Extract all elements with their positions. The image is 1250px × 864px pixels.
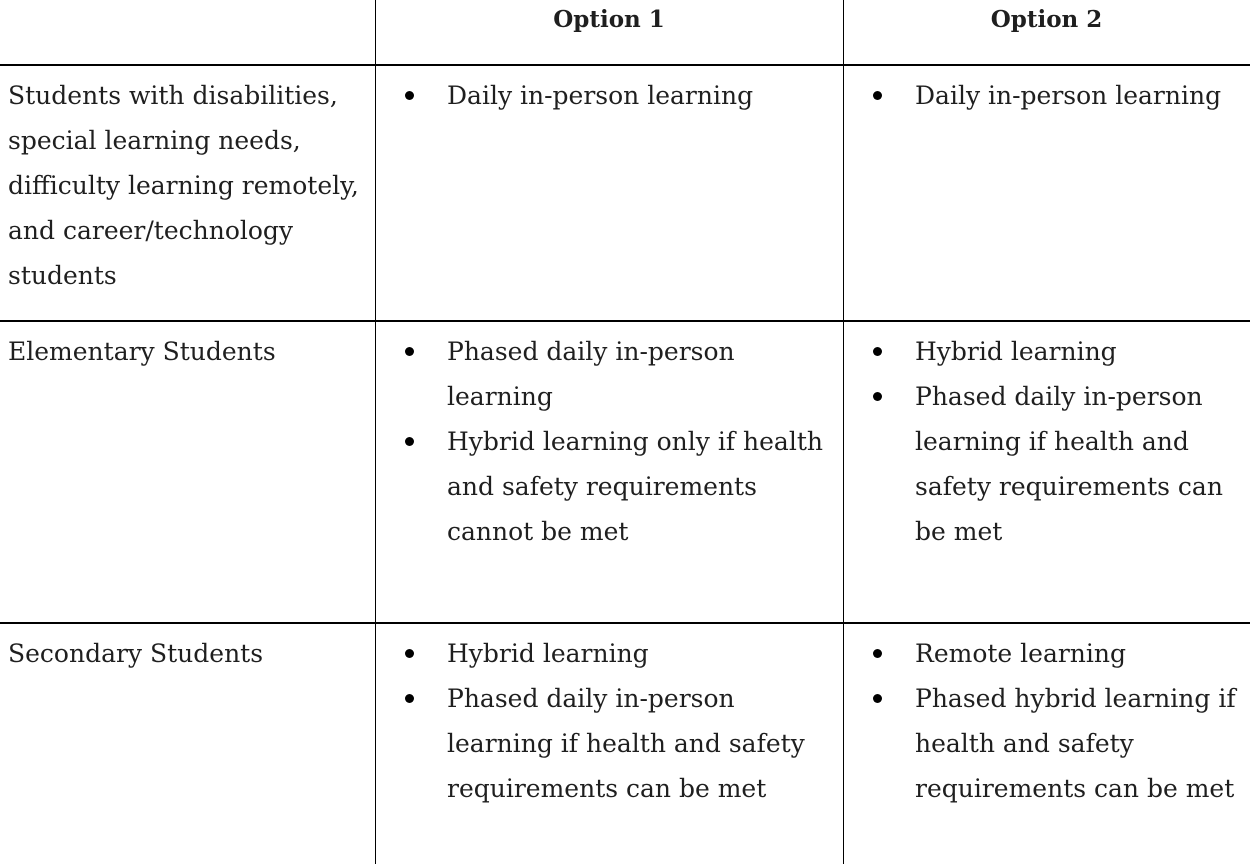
bullet-icon	[873, 91, 882, 100]
header-empty-cell	[0, 0, 375, 40]
list-item: Phased daily in-person learning if health and safety requirements can be met	[843, 374, 1243, 554]
list-item: Remote learning	[843, 631, 1243, 676]
row-2-option-1	[375, 329, 835, 554]
bullet-icon	[405, 437, 414, 446]
bullet-list	[843, 329, 1243, 554]
row-label-secondary: Secondary Students	[8, 639, 264, 668]
bullet-list	[375, 329, 835, 554]
list-item: Phased hybrid learning if health and safety requirements can be met	[843, 676, 1243, 811]
bullet-icon	[405, 347, 414, 356]
bullet-icon	[873, 347, 882, 356]
bullet-icon	[405, 91, 414, 100]
bullet-icon	[405, 649, 414, 658]
header-option-2: Option 2	[990, 6, 1103, 33]
header-option-1: Option 1	[553, 6, 665, 33]
row-label-elementary: Elementary Students	[8, 337, 276, 366]
bullet-icon	[873, 694, 882, 703]
row-2-option-2	[843, 329, 1243, 554]
row-3-option-2	[843, 631, 1243, 811]
list-item: Daily in-person learning	[375, 73, 815, 118]
list-item: Phased daily in-person learning	[375, 329, 835, 419]
bullet-list	[375, 631, 835, 811]
row-divider	[0, 64, 1250, 66]
bullet-icon	[873, 392, 882, 401]
row-3-option-1	[375, 631, 835, 811]
list-item: Hybrid learning	[843, 329, 1243, 374]
row-1-option-1	[375, 73, 815, 118]
row-divider	[0, 320, 1250, 322]
list-item: Hybrid learning	[375, 631, 835, 676]
bullet-icon	[405, 694, 414, 703]
bullet-list	[375, 73, 815, 118]
list-item: Phased daily in-person learning if health and safety requirements can be met	[375, 676, 835, 811]
row-1-option-2	[843, 73, 1243, 118]
row-label-disabilities: Students with disabilities, special learning needs, difficulty learning remotely, and career/technology students	[8, 81, 359, 290]
list-item: Hybrid learning only if health and safety requirements cannot be met	[375, 419, 835, 554]
list-item: Daily in-person learning	[843, 73, 1243, 118]
row-divider	[0, 622, 1250, 624]
bullet-list	[843, 631, 1243, 811]
bullet-icon	[873, 649, 882, 658]
bullet-list	[843, 73, 1243, 118]
